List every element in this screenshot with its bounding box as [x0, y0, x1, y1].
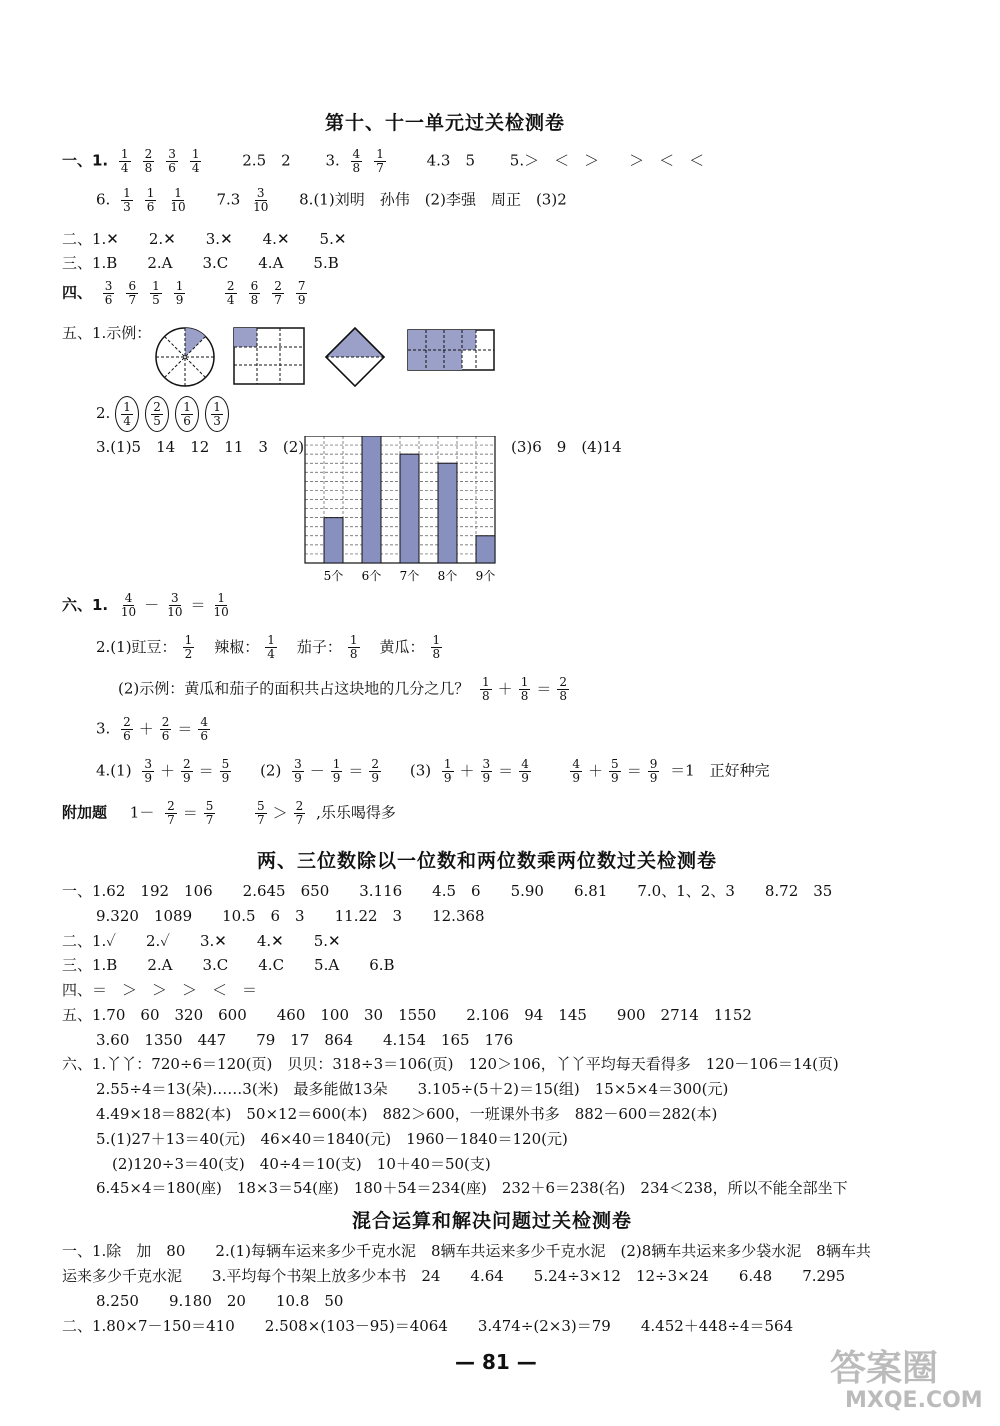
- fraction: $\frac{5}{9}$: [611, 757, 619, 785]
- s1-q5-3-text: 3.(1)5 14 12 11 3 (2): [96, 438, 305, 456]
- fraction: $\frac{9}{9}$: [649, 757, 658, 785]
- fraction: $\frac{2}{4}$: [226, 279, 235, 307]
- equation: [159, 799, 221, 827]
- equation: [136, 757, 237, 785]
- section1-title: 第十、十一单元过关检测卷: [325, 112, 566, 134]
- fraction: $\frac{3}{10}$: [167, 591, 183, 619]
- operator: ＋: [459, 761, 475, 780]
- s1-q1-line: 一、1. $\frac{1}{4}$ $\frac{2}{8}$ $\frac{3}{6}$ $\frac{1}{4}$ 2.5 2 3. $\frac{4}{8}$ $\frac{1}{7}$ 4.3 5 5.＞ ＜ ＞ ＞ ＜ ＜: [62, 147, 705, 175]
- equation: [436, 757, 537, 785]
- shaded-shapes-figure: [150, 322, 500, 392]
- fraction: $\frac{1}{8}$: [349, 633, 358, 661]
- equation: [474, 675, 575, 703]
- fraction: $\frac{1}{8}$: [520, 675, 529, 703]
- s1-q3-line: 三、1.B 2.A 3.C 4.A 5.B: [62, 254, 339, 272]
- rectangle-grid: [234, 328, 304, 384]
- answer-line: (2)120÷3＝40(支) 40÷4＝10(支) 10＋40＝50(支): [112, 1155, 491, 1173]
- fraction: [245, 186, 276, 214]
- vegetable-label: 辣椒：: [214, 637, 260, 656]
- answer-line: 2.55÷4＝13(朵)……3(米) 最多能做13朵 3.105÷(5＋2)＝15(组) 15×5×4＝300(元): [96, 1080, 729, 1098]
- fraction: $\frac{1}{4}$: [120, 147, 129, 175]
- x-tick-label: 8个: [437, 569, 458, 583]
- fraction: $\frac{5}{7}$: [205, 799, 214, 827]
- fraction: $\frac{6}{8}$: [250, 279, 259, 307]
- fraction: $\frac{3}{6}$: [168, 147, 176, 175]
- planting-fractions: [96, 633, 448, 661]
- operator: ＝: [190, 595, 206, 614]
- equation: [115, 715, 216, 743]
- fraction: $\frac{2}{7}$: [167, 799, 175, 827]
- fraction: $\frac{1}{2}$: [184, 633, 193, 661]
- fraction: $\frac{2}{8}$: [559, 675, 567, 703]
- s1-q6-1-line: 六、1. $\frac{4}{10}$ － $\frac{3}{10}$ ＝ $\frac{1}{10}$: [96, 592, 237, 619]
- answer-line: 3.60 1350 447 79 17 864 4.154 165 176: [96, 1031, 514, 1049]
- fraction: $\frac{1}{9}$: [443, 757, 452, 785]
- s1-q5-2-line: 2. $\frac{1}{4}$ $\frac{2}{5}$ $\frac{1}{6}$ $\frac{1}{3}$: [96, 396, 235, 432]
- fraction: $\frac{2}{7}$: [274, 279, 282, 307]
- circled-fraction: [205, 396, 229, 432]
- fraction: $\frac{1}{10}$: [170, 186, 186, 214]
- operator: ＋: [159, 761, 175, 780]
- fraction: $\frac{3}{10}$: [253, 186, 269, 214]
- operator: ＞: [272, 803, 288, 822]
- fraction: $\frac{2}{8}$: [144, 147, 153, 175]
- circle-eighths: [156, 328, 214, 386]
- operator: ＋: [497, 679, 513, 698]
- bar-6个: [362, 436, 381, 563]
- x-tick-label: 7个: [399, 569, 420, 583]
- fraction: $\frac{1}{9}$: [332, 757, 341, 785]
- answer-line: 8.250 9.180 20 10.8 50: [96, 1292, 344, 1310]
- answer-line: 6.45×4＝180(座) 18×3＝54(座) 180＋54＝234(座) 232＋6＝238(名) 234＜238，所以不能全部坐下: [96, 1179, 848, 1197]
- fraction: $\frac{1}{4}$: [123, 399, 131, 428]
- operator: ＝: [177, 719, 193, 738]
- rectangle-strip-grid: [408, 330, 494, 370]
- answer-line: 一、1.除 加 80 2.(1)每辆车运来多少千克水泥 8辆车共运来多少千克水泥 (2)8辆车共运来多少袋水泥 8辆车共: [62, 1242, 871, 1260]
- watermark-url: MXQE.COM: [845, 1388, 983, 1413]
- bar-5个: [324, 518, 343, 563]
- s1-q2-line: 二、1.✕ 2.✕ 3.✕ 4.✕ 5.✕: [62, 230, 347, 248]
- s1-q6-4-line: 4.(1) $\frac{3}{9}$ ＋ $\frac{2}{9}$ ＝ $\frac{5}{9}$ (2) $\frac{3}{9}$ － $\frac{1}{9}$ ＝ $\frac{2}{9}$ (3) $\frac{1}{9}$ ＋ $\frac{3}{9}$ ＝ $\frac{4}{9}$ $\frac{4}{9}$ ＋ $\frac{5}{9}$ ＝ $\frac{9}{9}$ ＝1 正好种完: [96, 757, 770, 785]
- equation: [249, 799, 311, 827]
- fraction: $\frac{1}{4}$: [267, 633, 275, 661]
- operator: ＝: [498, 761, 514, 780]
- equation: [564, 757, 665, 785]
- fraction: $\frac{3}{9}$: [294, 757, 302, 785]
- answer-line: 六、1.丫丫：720÷6＝120(页) 贝贝：318÷3＝106(页) 120＞106，丫丫平均每天看得多 120－106＝14(页): [62, 1055, 839, 1073]
- fraction: $\frac{4}{8}$: [352, 147, 361, 175]
- operator: －: [309, 761, 325, 780]
- fraction: $\frac{1}{4}$: [191, 147, 200, 175]
- s1-q6-3-line: 3. $\frac{2}{6}$ ＋ $\frac{2}{6}$ ＝ $\frac{4}{6}$: [96, 716, 216, 743]
- fraction: $\frac{1}{6}$: [146, 186, 155, 214]
- x-tick-label: 5个: [323, 569, 344, 583]
- fraction: $\frac{2}{5}$: [153, 399, 161, 428]
- s1-q5-3-after: (3)6 9 (4)14: [511, 438, 622, 456]
- s1-q4-line: 四、 $\frac{3}{6}$ $\frac{6}{7}$ $\frac{1}{5}$ $\frac{1}{9}$ $\frac{2}{4}$ $\frac{6}{8}$ $\frac{2}{7}$ $\frac{7}{9}$: [62, 280, 313, 307]
- equation: [286, 757, 387, 785]
- bar-9个: [476, 536, 495, 563]
- fraction: $\frac{1}{7}$: [376, 147, 384, 175]
- bar-8个: [438, 463, 457, 563]
- circled-fraction: [175, 396, 199, 432]
- answer-line: 4.49×18＝882(本) 50×12＝600(本) 882＞600，一班课外书多 882－600＝282(本): [96, 1105, 718, 1123]
- fraction: $\frac{4}{6}$: [200, 715, 209, 743]
- fraction: $\frac{2}{6}$: [123, 715, 131, 743]
- vegetable-label: 茄子：: [296, 637, 342, 656]
- x-tick-label: 9个: [475, 569, 496, 583]
- fraction: $\frac{4}{9}$: [572, 757, 581, 785]
- fraction: $\frac{1}{3}$: [213, 399, 221, 428]
- fraction: $\frac{3}{9}$: [482, 757, 491, 785]
- fraction: $\frac{2}{9}$: [371, 757, 380, 785]
- fraction-group: [115, 186, 194, 214]
- answer-line: 9.320 1089 10.5 6 3 11.22 3 12.368: [96, 907, 485, 925]
- fraction: $\frac{7}{9}$: [297, 279, 306, 307]
- fraction: $\frac{6}{7}$: [128, 279, 137, 307]
- answer-line: 5.(1)27＋13＝40(元) 46×40＝1840(元) 1960－1840＝120(元): [96, 1130, 568, 1148]
- fraction: $\frac{1}{5}$: [152, 279, 160, 307]
- fraction-group: [97, 279, 192, 307]
- fraction-group: [219, 279, 314, 307]
- fraction: $\frac{5}{7}$: [256, 799, 265, 827]
- circled-fraction: [115, 396, 139, 432]
- answer-line: 三、1.B 2.A 3.C 4.C 5.A 6.B: [62, 956, 395, 974]
- operator: －: [144, 595, 160, 614]
- vegetable-label: 黄瓜：: [379, 637, 425, 656]
- circled-fraction: [145, 396, 169, 432]
- x-tick-label: 6个: [361, 569, 382, 583]
- answer-line: 二、1.80×7－150＝410 2.508×(103－95)＝4064 3.474÷(2×3)＝79 4.452＋448÷4＝564: [62, 1317, 794, 1335]
- circled-fractions: [115, 399, 235, 428]
- fraction: $\frac{5}{9}$: [221, 757, 230, 785]
- bar-chart: [300, 436, 500, 586]
- s1-q1b-line: 6. $\frac{1}{3}$ $\frac{1}{6}$ $\frac{1}{10}$ 7.3 $\frac{3}{10}$ 8.(1)刘明 孙伟 (2)李强 周正 (3)2: [96, 186, 567, 214]
- answer-line: 一、1.62 192 106 2.645 650 3.116 4.5 6 5.90 6.81 7.0、1、2、3 8.72 35: [62, 882, 833, 900]
- s1-extra-line: 附加题 1－ $\frac{2}{7}$ ＝ $\frac{5}{7}$ $\frac{5}{7}$ ＞ $\frac{2}{7}$ ,乐乐喝得多: [62, 799, 396, 827]
- fraction: $\frac{1}{3}$: [123, 186, 131, 214]
- operator: ＝: [626, 761, 642, 780]
- s1-q5-1-label: 五、1.示例：: [62, 324, 152, 342]
- vegetable-label: 2.(1)豇豆：: [96, 637, 177, 656]
- section2-title: 两、三位数除以一位数和两位数乘两位数过关检测卷: [257, 850, 718, 872]
- operator: ＋: [588, 761, 604, 780]
- diamond-shape: [326, 328, 384, 386]
- operator: ＝: [182, 803, 198, 822]
- fraction: $\frac{1}{8}$: [432, 633, 441, 661]
- operator: ＝: [198, 761, 214, 780]
- fraction: $\frac{1}{10}$: [213, 591, 229, 619]
- fraction: $\frac{2}{6}$: [161, 715, 170, 743]
- bar-7个: [400, 454, 419, 563]
- operator: ＝: [348, 761, 364, 780]
- watermark-logo: 答案圈: [830, 1348, 939, 1389]
- operator: ＋: [138, 719, 154, 738]
- fraction: $\frac{2}{9}$: [183, 757, 191, 785]
- fraction: $\frac{3}{6}$: [104, 279, 113, 307]
- operator: ＝: [536, 679, 552, 698]
- fraction: $\frac{1}{8}$: [482, 675, 490, 703]
- fraction: $\frac{4}{9}$: [521, 757, 529, 785]
- page-number: — 81 —: [455, 1350, 537, 1374]
- fraction: $\frac{3}{9}$: [144, 757, 152, 785]
- answer-line: 五、1.70 60 320 600 460 100 30 1550 2.106 94 145 900 2714 1152: [62, 1006, 752, 1024]
- s1-q6-2b-line: (2)示例：黄瓜和茄子的面积共占这块地的几分之几？ $\frac{1}{8}$ ＋ $\frac{1}{8}$ ＝ $\frac{2}{8}$: [118, 676, 575, 703]
- s1-q6-2a-line: [96, 634, 448, 661]
- answer-line: 四、＝ ＞ ＞ ＞ ＜ ＝: [62, 981, 258, 999]
- fraction: $\frac{1}{6}$: [183, 399, 191, 428]
- fraction-group: [345, 147, 392, 175]
- fraction-group: [113, 147, 208, 175]
- section3-title: 混合运算和解决问题过关检测卷: [352, 1210, 633, 1232]
- fraction: $\frac{1}{9}$: [175, 279, 184, 307]
- fraction: $\frac{4}{10}$: [120, 591, 137, 619]
- fraction: $\frac{2}{7}$: [295, 799, 304, 827]
- answer-line: 二、1.✓ 2.✓ 3.✕ 4.✕ 5.✕: [62, 932, 341, 950]
- answer-line: 运来多少千克水泥 3.平均每个书架上放多少本书 24 4.64 5.24÷3×12 12÷3×24 6.48 7.295: [62, 1267, 846, 1285]
